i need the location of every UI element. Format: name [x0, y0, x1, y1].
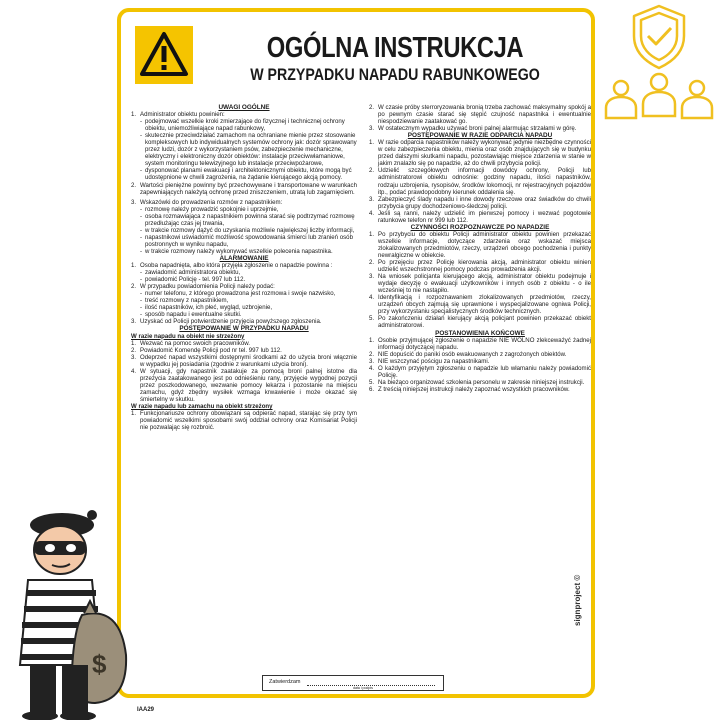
list-item: 1. Wezwać na pomoc swoich pracowników.: [131, 339, 250, 347]
list-item: - napastnikowi uświadomić możliwość spowodowania śmierci lub zranień osób postronnych w wyniku napadu,: [140, 233, 353, 248]
section-header-postepowanie: POSTĘPOWANIE W PRZYPADKU NAPADU: [179, 325, 309, 333]
section-header-koncowe: POSTANOWIENIA KOŃCOWE: [435, 329, 525, 337]
title-line-2: W PRZYPADKU NAPADU RABUNKOWEGO: [250, 66, 540, 84]
list-item: - w trakcie rozmowy dążyć do uzyskania możliwie największej liczby informacji,: [140, 226, 355, 234]
list-item: 2. NIE dopuścić do paniki osób ewakuowanych z zagrożonych obiektów.: [369, 350, 567, 358]
list-item: - dysponować planami ewakuacji i architektonicznymi obiektu, które mogą być udostępnione w chwili zagrożenia, na żądanie kierującego akcją pomocy.: [140, 167, 352, 182]
security-icons: [598, 0, 720, 125]
right-column: [369, 104, 591, 393]
list-item: 3. Wskazówki do prowadzenia rozmów z napastnikiem:: [131, 198, 283, 206]
list-item: - ilość napastników, ich płeć, wygląd, uzbrojenie,: [140, 304, 273, 312]
section-header-odparcie: POSTĘPOWANIE W RAZIE ODPARCIA NAPADU: [407, 132, 553, 140]
list-item: 3. NIE wszczynać pościgu za napastnikami.: [369, 357, 490, 365]
approval-label: Zatwierdzam: [269, 679, 301, 685]
title-line-1: OGÓLNA INSTRUKCJA: [266, 32, 524, 64]
list-item: 1. Funkcjonariusze ochrony obowiązani są odpierać napad, starając się przy tym powiadomić wszelkimi sposobami swój oddział ochrony oraz Komisariat Policji nie pozwalając się rozbroić.: [131, 410, 357, 432]
list-item: 2. W przypadku powiadomienia Policji należy podać:: [131, 283, 275, 291]
list-item: 5. Na bieżąco organizować szkolenia personelu w zakresie niniejszej instrukcji.: [369, 378, 585, 386]
section-header-alarmowanie: ALARMOWANIE: [219, 254, 269, 262]
product-code: IAA29: [137, 707, 155, 713]
list-item: - powiadomić Policję - tel. 997 lub 112.: [140, 276, 246, 284]
list-item: - sposób napadu i ewentualne skutki.: [140, 311, 242, 319]
subheader-nie-strzezony: W razie napadu na obiekt nie strzeżony: [131, 332, 245, 340]
list-item: 1. Osoba napadnięta, albo która przyjęła zgłoszenie o napadzie powinna :: [131, 262, 333, 270]
list-item: 1. Osobie przyjmującej zgłoszenie o napadzie NIE WOLNO zlekceważyć żadnej informacji dotyczącej napadu.: [369, 336, 591, 351]
list-item: 1. Po przybyciu do obiektu Policji administrator obiektu powinien przekazać wszelkie informacje, dotyczące zdarzenia oraz wskazać miejsca zlokalizowanych przedmiotów, rzeczy, urządzeń obcego pochodzenia i punkty newralgiczne w obiekcie.: [369, 230, 591, 259]
list-item: - podejmować wszelkie kroki zmierzające do fizycznej i technicznej ochrony obiektu, uniemożliwiające napad rabunkowy,: [140, 118, 345, 133]
list-item: 2. Po przejęciu przez Policję kierowania akcją, administrator obiektu winien udzielić wszechstronnej pomocy podczas prowadzenia akcji.: [369, 259, 591, 274]
signature-caption: data i podpis: [353, 686, 373, 690]
list-item: - skutecznie przeciwdziałać zamachom na ochraniane mienie przez stosowanie kompleksowych lub indywidualnych systemów ochrony jak: dozór sprawowany przez ludzi, dozór z wykorzystaniem psów, zabezpieczenie mechaniczne, elektryczny i elektroniczny dozór obiektów: instalacje przeciwwłamaniowe, system monitoringu telewizyjnego lub instalacje przeciwpożarowe,: [140, 132, 357, 168]
list-item: 6. Z treścią niniejszej instrukcji należy zapoznać wszystkich pracowników.: [369, 385, 570, 393]
list-item: 2. Udzielić szczegółowych informacji dowódcy ochrony, Policji lub administratorowi obiektu odnośnie: godziny napadu, ilości napastników, rodzaju uzbrojenia, rysopisów, środków lokomocji, nr rejestracyjnych pojazdów itp., podać prawdopodobny kierunek oddalenia się.: [369, 167, 591, 196]
list-item: 1. Administrator obiektu powinien:: [131, 111, 225, 119]
list-item: 2. W czasie próby sterroryzowania bronią trzeba zachować maksymalny spokój a po pewnym czasie starać się stępić czujność napastnika i ewentualnie niespodziewanie zaatakować go.: [369, 104, 591, 126]
list-item: 4. Identyfikacją i rozpoznawaniem zlokalizowanych przedmiotów, rzeczy, urządzeń obcych zajmują się uprawnione i wyspecjalizowane ogniwa Policji, przy wykorzystaniu specjalistycznych środków technicznych.: [369, 294, 591, 316]
section-header-czynnosci: CZYNNOŚCI ROZPOZNAWCZE PO NAPADZIE: [410, 223, 550, 231]
instruction-sign: [117, 8, 595, 698]
shield-check-icon: [634, 6, 684, 68]
list-item: 3. Uzyskać od Policji potwierdzenie przyjęcia powyższego zgłoszenia.: [131, 318, 322, 326]
list-item: 3. Na wniosek policjanta kierującego akcją, administrator obiektu podejmuje i wydaje decyzję o ewakuacji użytkowników i innych osób z obiektu - o ile wcześniej to nie nastąpiło.: [369, 273, 591, 295]
left-column: [131, 104, 357, 431]
approval-box: [262, 675, 444, 691]
list-item: 1. W razie odparcia napastników należy wykonywać jedynie niezbędne czynności w celu zabezpieczenia obiektu, mienia oraz osób znajdujących się w budynku przed dalszymi skutkami napadu, pozostawiając miejsce zdarzenia w stanie w jakim znalazło się po napadzie, aż do chwili przybycia policji.: [369, 139, 591, 168]
list-item: - rozmowę należy prowadzić spokojnie i uprzejmie,: [140, 205, 279, 213]
warning-triangle-icon: [135, 26, 193, 84]
list-item: - osoba rozmawiająca z napastnikiem powinna starać się podtrzymać rozmowę przedłużając czas jej trwania,: [140, 212, 355, 227]
svg-text:$: $: [92, 649, 107, 679]
list-item: 5. Po zakończeniu działań kierujący akcją policjant powinien przekazać obiekt administratorowi.: [369, 315, 591, 330]
list-item: 3. Zabezpieczyć ślady napadu i inne dowody rzeczowe oraz świadków do chwili przybycia grupy dochodzeniowo-śledczej policji.: [369, 195, 591, 210]
brand-label: signproject ©: [573, 574, 582, 626]
list-item: - treść rozmowy z napastnikiem,: [140, 297, 229, 305]
section-header-uwagi: UWAGI OGÓLNE: [218, 104, 270, 111]
people-group-icon: [606, 74, 712, 118]
list-item: 3. Odeprzeć napad wszystkimi dostępnymi środkami aż do użycia broni włącznie w wypadku jej posiadania (zgodnie z warunkami użycia broni).: [131, 353, 357, 368]
list-item: - numer telefonu, z którego prowadzona jest rozmowa i swoje nazwisko,: [140, 290, 336, 298]
list-item: 4. W sytuacji, gdy napastnik zaatakuje za pomocą broni palnej istotne dla przeżycia zaatakowanego jest po odnieśieniu rany, przyjęcie wygodnej pozycji przez poszkodowanego, wezwanie pomocy lekarza i pozostanie na miejscu zamachu, gdyż zbędny wysiłek wzmaga krwawienie i może okazać się śmiertelny w skutku.: [131, 367, 357, 403]
list-item: 2. Wartości pieniężne powinny być przechowywane i transportowane w warunkach zapewniających należytą ochronę przed zniszczeniem, utratą lub zagarnięciem.: [131, 181, 357, 196]
list-item: 4. O każdym przyjętym zgłoszeniu o napadzie lub włamaniu należy powiadomić Policję.: [369, 364, 591, 379]
list-item: 2. Powiadomić Komendę Policji pod nr tel. 997 lub 112.: [131, 346, 282, 354]
list-item: - zawiadomić administratora obiektu,: [140, 269, 241, 277]
list-item: 3. W ostatecznym wypadku używać broni palnej alarmując strzałami w górę.: [369, 125, 577, 133]
subheader-strzezony: W razie napadu lub zamachu na obiekt strzeżony: [131, 402, 273, 410]
list-item: 4. Jeśli są ranni, należy udzielić im pierwszej pomocy i wezwać pogotowie ratunkowe telefon nr 999 lub 112.: [369, 209, 591, 224]
thief-illustration: [0, 505, 135, 720]
list-item: - w trakcie rozmowy należy wykonywać wszelkie polecenia napastnika.: [140, 247, 333, 255]
